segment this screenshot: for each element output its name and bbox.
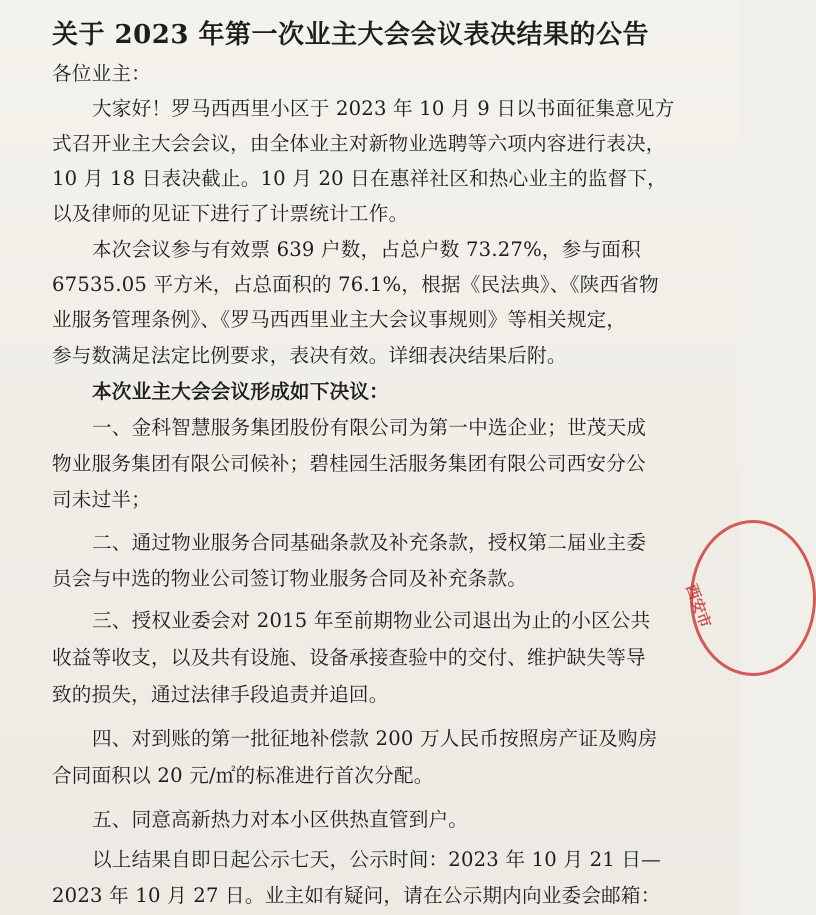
resolution-item: 三、授权业委会对 2015 年至前期物业公司退出为止的小区公共	[92, 609, 651, 632]
red-seal-stamp	[682, 520, 816, 676]
paragraph-line: 2023 年 10 月 27 日。业主如有疑问，请在公示期内向业委会邮箱：	[52, 884, 661, 907]
paragraph-line: 10 月 18 日表决截止。10 月 20 日在惠祥社区和热心业主的监督下，	[52, 167, 667, 190]
resolution-item: 致的损失，通过法律手段追责并追回。	[52, 683, 389, 706]
resolution-heading: 本次业主大会会议形成如下决议：	[92, 380, 389, 403]
paragraph-line: 大家好！罗马西西里小区于 2023 年 10 月 9 日以书面征集意见方	[92, 97, 675, 120]
paragraph-line: 以及律师的见证下进行了计票统计工作。	[52, 202, 409, 225]
resolution-item: 收益等收支，以及共有设施、设备承接查验中的交付、维护缺失等导	[52, 646, 646, 669]
paragraph-line: 参与数满足法定比例要求，表决有效。详细表决结果后附。	[52, 344, 567, 367]
paragraph-line: 业服务管理条例》、《罗马西西里业主大会议事规则》等相关规定，	[52, 308, 627, 331]
paragraph-line: 式召开业主大会会议，由全体业主对新物业选聘等六项内容进行表决，	[52, 132, 666, 155]
salutation: 各位业主：	[52, 62, 151, 85]
resolution-item: 四、对到账的第一批征地补偿款 200 万人民币按照房产证及购房	[92, 727, 658, 750]
paragraph-line: 以上结果自即日起公示七天，公示时间：2023 年 10 月 21 日—	[92, 848, 661, 871]
resolution-item: 一、金科智慧服务集团股份有限公司为第一中选企业；世茂天成	[92, 416, 647, 439]
resolution-item: 员会与中选的物业公司签订物业服务合同及补充条款。	[52, 567, 528, 590]
notice-title: 关于 2023 年第一次业主大会会议表决结果的公告	[52, 20, 649, 50]
stamp-text: 西安市	[682, 581, 715, 631]
resolution-item: 五、同意高新热力对本小区供热直管到户。	[92, 808, 469, 831]
paragraph-line: 本次会议参与有效票 639 户数，占总户数 73.27%，参与面积	[92, 238, 641, 261]
resolution-item: 物业服务集团有限公司候补；碧桂园生活服务集团有限公司西安分公	[52, 452, 646, 475]
resolution-item: 司未过半；	[52, 488, 151, 511]
resolution-item: 二、通过物业服务合同基础条款及补充条款，授权第二届业主委	[92, 531, 647, 554]
paragraph-line: 67535.05 平方米，占总面积的 76.1%，根据《民法典》、《陕西省物	[52, 273, 659, 296]
resolution-item: 合同面积以 20 元/㎡的标准进行首次分配。	[52, 764, 434, 787]
